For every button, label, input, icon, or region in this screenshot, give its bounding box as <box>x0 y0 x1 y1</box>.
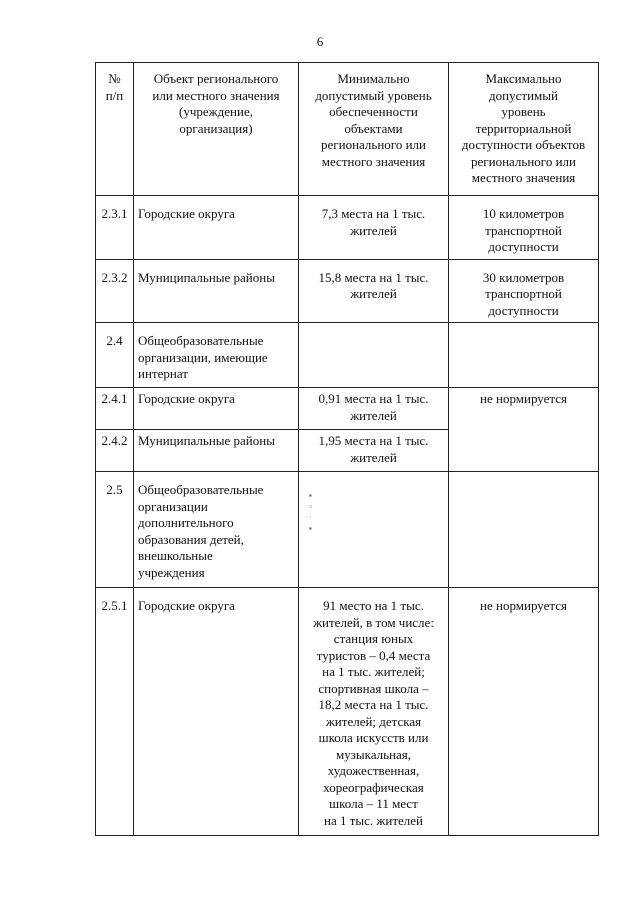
row-min-level: 1,95 места на 1 тыс. жителей <box>299 430 449 472</box>
header-max-access: Максимально допустимый уровень территориальной доступности объектов регионального или местного значения <box>449 63 599 196</box>
header-number: № п/п <box>96 63 134 196</box>
row-number: 2.4.1 <box>96 388 134 430</box>
row-min-level: 91 место на 1 тыс. жителей, в том числе: станция юных туристов – 0,4 места на 1 тыс. жителей; спортивная школа – 18,2 места на 1 тыс. жителей; детская школа искусств или музыкальная, художественная, хореографическая школа – 11 мест на 1 тыс. жителей <box>299 588 449 836</box>
row-object: Городские округа <box>134 196 299 260</box>
row-number: 2.5.1 <box>96 588 134 836</box>
row-min-level: 15,8 места на 1 тыс. жителей <box>299 259 449 323</box>
table-row <box>96 588 599 836</box>
row-number: 2.3.1 <box>96 196 134 260</box>
row-object: Общеобразовательные организации, имеющие интернат <box>134 323 299 388</box>
table-row <box>96 388 599 430</box>
table-header-row <box>96 63 599 196</box>
row-object: Общеобразовательные организации дополнительного образования детей, внешкольные учреждения <box>134 472 299 588</box>
scan-artifact: ▪ ▫ · ▪ <box>309 491 312 533</box>
row-min-level <box>299 323 449 388</box>
row-max-access <box>449 472 599 588</box>
row-min-level: 7,3 места на 1 тыс. жителей <box>299 196 449 260</box>
header-min-level: Минимально допустимый уровень обеспеченности объектами регионального или местного значения <box>299 63 449 196</box>
row-min-level <box>299 472 449 588</box>
table-row <box>96 196 599 260</box>
row-object: Муниципальные районы <box>134 430 299 472</box>
norms-table <box>95 62 599 836</box>
row-object: Городские округа <box>134 588 299 836</box>
row-max-access: 30 километров транспортной доступности <box>449 259 599 323</box>
table-row <box>96 472 599 588</box>
table-row <box>96 259 599 323</box>
row-number: 2.5 <box>96 472 134 588</box>
row-min-level: 0,91 места на 1 тыс. жителей <box>299 388 449 430</box>
row-max-access: не нормируется <box>449 588 599 836</box>
header-object: Объект регионального или местного значения (учреждение, организация) <box>134 63 299 196</box>
row-object: Городские округа <box>134 388 299 430</box>
row-number: 2.3.2 <box>96 259 134 323</box>
row-max-access: не нормируется <box>449 388 599 472</box>
row-max-access <box>449 323 599 388</box>
page-number: 6 <box>316 34 324 49</box>
row-number: 2.4 <box>96 323 134 388</box>
row-number: 2.4.2 <box>96 430 134 472</box>
row-max-access: 10 километров транспортной доступности <box>449 196 599 260</box>
table-row <box>96 323 599 388</box>
row-object: Муниципальные районы <box>134 259 299 323</box>
